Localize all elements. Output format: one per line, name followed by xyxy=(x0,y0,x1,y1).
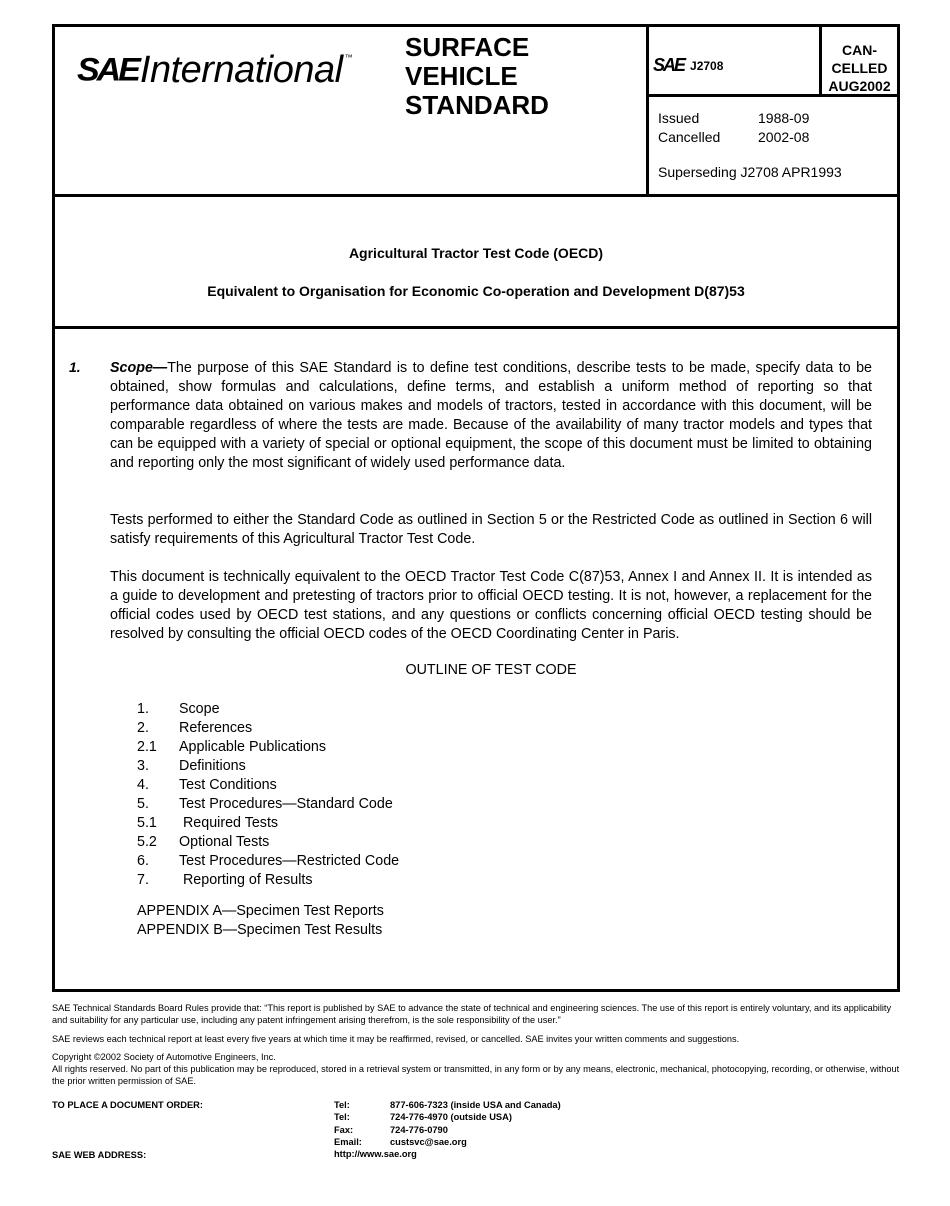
outline-item: 2. References xyxy=(137,720,253,736)
section-number: 1. xyxy=(69,359,81,375)
issued-label: Issued xyxy=(658,110,700,126)
outline-item: 5.1 Required Tests xyxy=(137,815,279,831)
footer-rules: SAE Technical Standards Board Rules provide that: “This report is published by SAE to advance the state of technical and engineering sciences. The use of this report is entirely voluntary, and its applicability and suitability for any particular use, including any patent infringement arising therefrom, is the sole responsibility of the user.” xyxy=(52,1003,892,1025)
small-sae-logo: SAE xyxy=(653,55,685,75)
scope-text-1: The purpose of this SAE Standard is to define test conditions, describe tests to be made, specify data to be obtained, show formulas and calculations, define terms, and establish a uniform method of reporting so that performance data obtained on various makes and models of tractors, tested in accordance with this document, will be comparable regardless of where the tests are made. Because of the availability of many tractor models and types that can be equipped with a variety of special or optional equipment, the scope of this document must be limited to obtaining and reporting only the most significant of widely used performance data. xyxy=(110,360,872,471)
outline-item: 2.1 Applicable Publications xyxy=(137,739,327,755)
outline-item: 5. Test Procedures—Standard Code xyxy=(137,796,393,812)
order-label: TO PLACE A DOCUMENT ORDER: xyxy=(52,1100,203,1110)
outline-item: 3. Definitions xyxy=(137,758,246,774)
web-label: SAE WEB ADDRESS: xyxy=(52,1150,147,1160)
logo-international: International xyxy=(139,49,343,91)
issue-dates xyxy=(658,109,809,147)
sae-international-logo xyxy=(77,49,353,92)
appendix-a: APPENDIX A—Specimen Test Reports xyxy=(137,903,384,919)
document-type xyxy=(405,33,549,120)
header-divider xyxy=(646,27,649,197)
footer-review: SAE reviews each technical report at least every five years at which time it may be reaffirmed, revised, or cancelled. SAE invites your written comments and suggestions. xyxy=(52,1034,740,1044)
contact-row[interactable]: Email: custsvc@sae.org xyxy=(334,1136,467,1147)
logo-sae: SAE xyxy=(77,51,138,89)
doc-number-label: J2708 xyxy=(690,58,724,73)
document-subtitle: Equivalent to Organisation for Economic Co-operation and Development D(87)53 xyxy=(207,283,745,299)
doc-type-line: STANDARD xyxy=(405,90,549,120)
document-frame xyxy=(52,24,900,992)
issued-value: 1988-09 xyxy=(758,110,810,126)
scope-paragraph-2: Tests performed to either the Standard Code as outlined in Section 5 or the Restricted Code as outlined in Section 6 will satisfy requirements of this Agricultural Tractor Test Code. xyxy=(110,512,872,547)
outline-list xyxy=(137,700,399,940)
header-hline xyxy=(649,94,819,97)
outline-title: OUTLINE OF TEST CODE xyxy=(405,662,577,678)
web-address[interactable]: http://www.sae.org xyxy=(334,1149,417,1160)
outline-item: 1. Scope xyxy=(137,701,220,717)
contact-row: Tel: 724-776-4970 (outside USA) xyxy=(334,1112,512,1123)
doc-type-line: SURFACE xyxy=(405,32,530,62)
title-block xyxy=(55,197,897,329)
logo-tm: ™ xyxy=(344,53,353,62)
scope-paragraph-1 xyxy=(110,359,872,473)
document-title: Agricultural Tractor Test Code (OECD) xyxy=(348,245,604,261)
doc-type-line: VEHICLE xyxy=(405,61,518,91)
scope-heading: Scope— xyxy=(110,360,168,376)
footer-copyright: Copyright ©2002 Society of Automotive Engineers, Inc. xyxy=(52,1052,276,1062)
contact-row: Fax: 724-776-0790 xyxy=(334,1124,448,1135)
contact-list xyxy=(334,1099,561,1160)
status-line: CELLED xyxy=(831,60,888,76)
status-line: AUG2002 xyxy=(828,78,891,94)
outline-item: 7. Reporting of Results xyxy=(137,872,313,888)
status-line: CAN- xyxy=(842,42,877,58)
document-number xyxy=(653,55,723,76)
contact-row: Tel: 877-606-7323 (inside USA and Canada) xyxy=(334,1100,561,1110)
outline-item: 4. Test Conditions xyxy=(137,777,277,793)
cancelled-value: 2002-08 xyxy=(758,129,810,145)
cancelled-label: Cancelled xyxy=(658,129,721,145)
scope-paragraph-3: This document is technically equivalent to the OECD Tractor Test Code C(87)53, Annex I and Annex II. It is intended as a guide to development and pretesting of tractors prior to official OECD testing. It is not, however, a replacement for the official codes used by OECD test stations, and any questions or conflicts concerning official OECD testing should be resolved by consulting the official OECD codes of the OECD Coordinating Center in Paris. xyxy=(110,569,872,642)
superseding: Superseding J2708 APR1993 xyxy=(658,164,842,180)
header-block xyxy=(55,27,897,197)
appendix-b: APPENDIX B—Specimen Test Results xyxy=(137,922,383,938)
status-box xyxy=(819,27,897,97)
footer-rights: All rights reserved. No part of this publication may be reproduced, stored in a retrieval system or transmitted, in any form or by any means, electronic, mechanical, photocopying, recording, or otherwise, without the prior written permission of SAE. xyxy=(52,1064,900,1086)
outline-item: 5.2 Optional Tests xyxy=(137,834,270,850)
outline-item: 6. Test Procedures—Restricted Code xyxy=(137,853,400,869)
